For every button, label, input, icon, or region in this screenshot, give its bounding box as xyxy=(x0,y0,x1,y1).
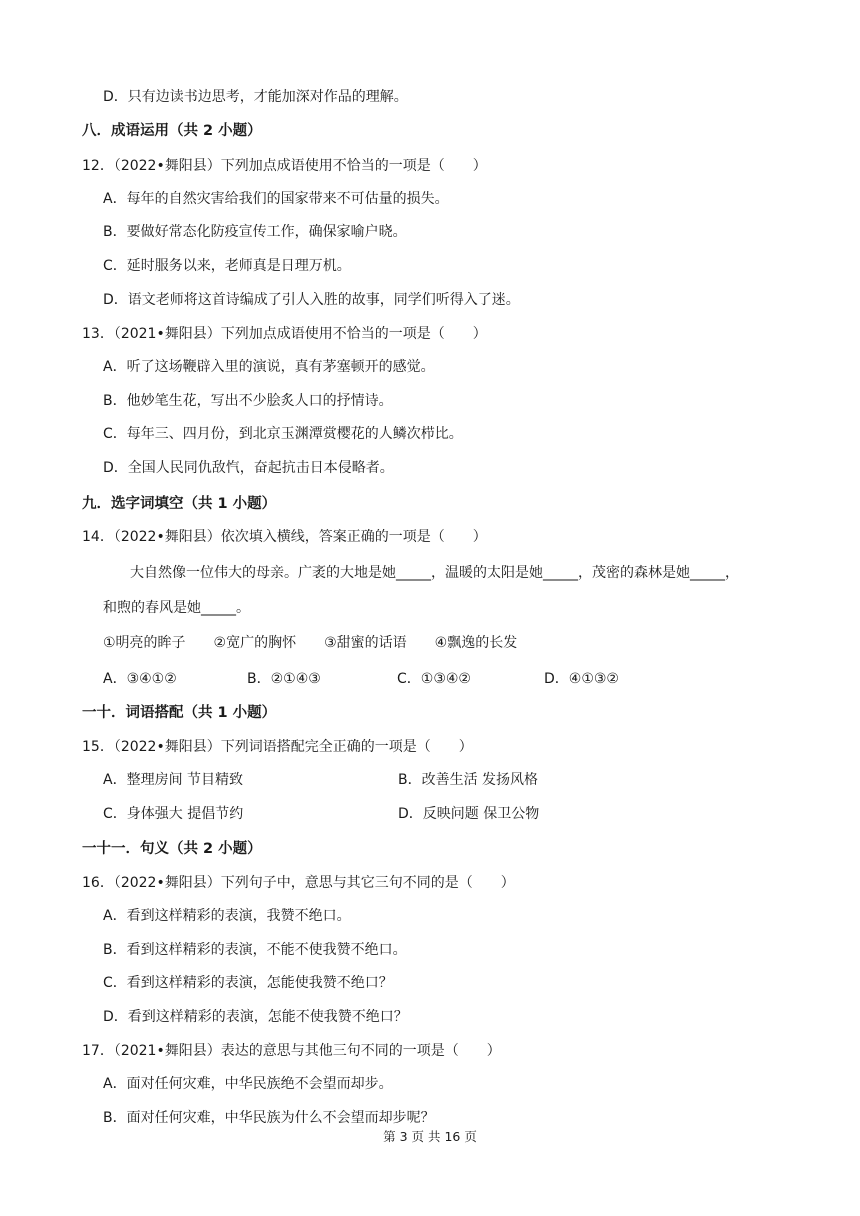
page-footer: 第 3 页 共 16 页 xyxy=(383,1129,477,1144)
question-15: 15．（2022•舞阳县）下列词语搭配完全正确的一项是（ ） xyxy=(82,739,473,755)
q15-option-d: D．反映问题 保卫公物 xyxy=(398,806,540,822)
q16-option-b: B．看到这样精彩的表演，不能不使我赞不绝口。 xyxy=(103,942,407,958)
q12-option-d: D．语文老师将这首诗编成了引人入胜的故事，同学们听得入了迷。 xyxy=(103,292,520,308)
section-heading-10: 一十．词语搭配（共 1 小题） xyxy=(82,705,277,721)
section-heading-11: 一十一．句义（共 2 小题） xyxy=(82,841,262,857)
q12-option-c: C．延时服务以来，老师真是日理万机。 xyxy=(103,258,351,274)
q14-option-b: B．②①④③ xyxy=(247,671,321,687)
q13-option-b: B．他妙笔生花，写出不少脍炙人口的抒情诗。 xyxy=(103,393,393,409)
q16-option-a: A．看到这样精彩的表演，我赞不绝口。 xyxy=(103,908,351,924)
q15-option-c: C．身体强大 提倡节约 xyxy=(103,806,244,822)
q12-option-a: A．每年的自然灾害给我们的国家带来不可估量的损失。 xyxy=(103,191,449,207)
q14-passage-line-2: 和煦的春风是她_____。 xyxy=(103,600,250,616)
q14-option-a: A．③④①② xyxy=(103,671,177,687)
q14-option-d: D．④①③② xyxy=(544,671,619,687)
q16-option-c: C．看到这样精彩的表演，怎能使我赞不绝口？ xyxy=(103,975,393,991)
q14-passage-line-1: 大自然像一位伟大的母亲。广袤的大地是她_____，温暖的太阳是她_____，茂密的森林是她_____， xyxy=(130,565,739,581)
q13-option-c: C．每年三、四月份，到北京玉渊潭赏樱花的人鳞次栉比。 xyxy=(103,426,463,442)
q13-option-d: D．全国人民同仇敌忾，奋起抗击日本侵略者。 xyxy=(103,460,394,476)
question-17: 17．（2021•舞阳县）表达的意思与其他三句不同的一项是（ ） xyxy=(82,1043,501,1059)
q12-option-b: B．要做好常态化防疫宣传工作，确保家喻户晓。 xyxy=(103,224,407,240)
q16-option-d: D．看到这样精彩的表演，怎能不使我赞不绝口？ xyxy=(103,1009,408,1025)
q14-word-choices: ①明亮的眸子 ②宽广的胸怀 ③甜蜜的话语 ④飘逸的长发 xyxy=(103,635,518,651)
section-heading-9: 九．选字词填空（共 1 小题） xyxy=(82,496,277,512)
q15-option-b: B．改善生活 发扬风格 xyxy=(398,772,539,788)
q14-option-c: C．①③④② xyxy=(397,671,471,687)
question-14: 14．（2022•舞阳县）依次填入横线，答案正确的一项是（ ） xyxy=(82,529,487,545)
q17-option-a: A．面对任何灾难，中华民族绝不会望而却步。 xyxy=(103,1076,393,1092)
q11-option-d: D．只有边读书边思考，才能加深对作品的理解。 xyxy=(103,89,408,105)
q15-option-a: A．整理房间 节目精致 xyxy=(103,772,244,788)
question-12: 12．（2022•舞阳县）下列加点成语使用不恰当的一项是（ ） xyxy=(82,158,487,174)
q13-option-a: A．听了这场鞭辟入里的演说，真有茅塞顿开的感觉。 xyxy=(103,359,435,375)
question-16: 16．（2022•舞阳县）下列句子中，意思与其它三句不同的是（ ） xyxy=(82,875,515,891)
q17-option-b: B．面对任何灾难，中华民族为什么不会望而却步呢？ xyxy=(103,1110,435,1126)
section-heading-8: 八．成语运用（共 2 小题） xyxy=(82,123,262,139)
question-13: 13．（2021•舞阳县）下列加点成语使用不恰当的一项是（ ） xyxy=(82,326,487,342)
